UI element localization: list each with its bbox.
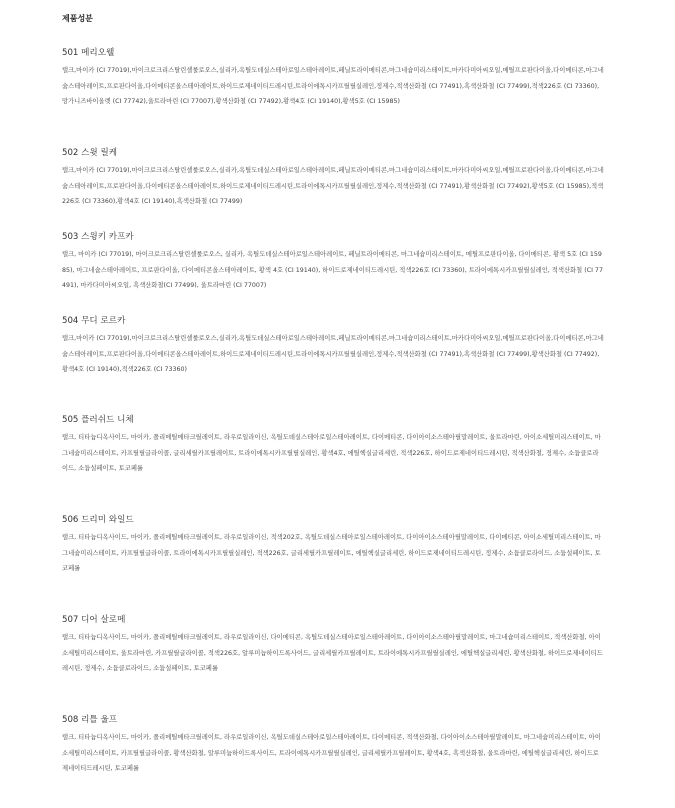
product-title: 504 무디 로르카 bbox=[62, 316, 126, 326]
product-item-505 bbox=[62, 415, 604, 477]
product-ingredients: 탤크, 티타늄디옥사이드, 마이카, 폴리메틸메타크릴레이트, 라우로일라이신, 적색202호, 옥틸도데실스테아로일스테아레이트, 다이아이소스테아릴말레이트, 다이메티콘, 아이소세틸미리스테이트, 마그네슘미리스테이트, 카프릴릴글라이콜, 트라이에톡시카프릴릴실레인, 적색226호, 글리세릴카프릴레이트, 에틸헥실글리세린, 하이드로제네이티드레시틴, 정제수, 소듐클로라이드, 소듐설페이트, 토코페롤 bbox=[62, 534, 601, 573]
product-item-507 bbox=[62, 615, 604, 677]
product-item-503 bbox=[62, 232, 604, 294]
product-item-504 bbox=[62, 316, 604, 378]
product-ingredients: 탤크, 티타늄디옥사이드, 마이카, 폴리메틸메타크릴레이트, 라우로일라이신, 옥틸도데실스테아로일스테아레이트, 다이메티콘, 적색산화철, 다이아이소스테아릴말레이트, 마그네슘미리스테이트, 아이소세틸미리스테이트, 카프릴릴글라이콜, 황색산화철, 알루미늄하이드록사이드, 트라이에톡시카프릴릴실레인, 글리세릴카프릴레이트, 황색4호, 흑색산화철, 울트라마린, 에틸헥실글리세린, 하이드로제네이티드레시틴, 토코페롤 bbox=[62, 734, 601, 773]
product-title: 507 디어 살로메 bbox=[62, 615, 126, 625]
product-title: 506 드리미 와일드 bbox=[62, 515, 134, 525]
product-title: 502 스윗 릴케 bbox=[62, 148, 118, 158]
product-title: 503 스윙키 카프카 bbox=[62, 232, 134, 242]
product-ingredients: 탤크, 티타늄디옥사이드, 마이카, 폴리메틸메타크릴레이트, 라우로일라이신, 옥틸도데실스테아로일스테아레이트, 다이메티콘, 다이아이소스테아릴말레이트, 울트라마린, 아이소세틸미리스테이트, 마그네슘미리스테이트, 카프릴릴글라이콜, 글리세릴카프릴레이트, 트라이에톡시카프릴릴실레인, 황색4호, 에틸헥실글리세린, 적색226호, 하이드로제네이티드레시틴, 적색산화철, 정제수, 소듐클로라이드, 소듐설페이트, 토코페롤 bbox=[62, 434, 601, 473]
product-item-508 bbox=[62, 715, 604, 777]
product-item-501 bbox=[62, 48, 604, 110]
product-ingredients: 탤크, 티타늄디옥사이드, 마이카, 폴리메틸메타크릴레이트, 라우로일라이신, 다이메티콘, 옥틸도데실스테아로일스테아레이트, 다이아이소스테아릴말레이트, 마그네슘미리스테이트, 적색산화철, 아이소세틸미리스테이트, 울트라마린, 카프릴릴글라이콜, 적색226호, 알루미늄하이드록사이드, 글리세릴카프릴레이트, 트라이에톡시카프릴릴실레인, 에틸헥실글리세린, 황색산화철, 하이드로제네이티드레시틴, 정제수, 소듐클로라이드, 소듐설페이트, 토코페롤 bbox=[62, 634, 603, 673]
product-item-502 bbox=[62, 148, 604, 210]
page-title: 제품성분 bbox=[62, 14, 93, 23]
product-ingredients: 탤크,마이카 (CI 77019),마이크로크리스탈린셀룰로오스,실리카,옥틸도데실스테아로일스테아레이트,페닐트라이메티콘,마그네슘미리스테이트,마카다미아씨오일,메틸프로판다이올,다이메티콘,마그네슘스테아레이트,프로판다이올,다이메티콘올스테아레이트,하이드로제네이티드레시틴,트라이에톡시카프릴릴실레인,정제수,적색산화철 (CI 77491),황색산화철 (CI 77492),황색5호 (CI 15985),적색226호 (CI 73360),황색4호 (CI 19140),흑색산화철 (CI 77499) bbox=[62, 167, 604, 206]
product-title: 505 플러쉬드 니체 bbox=[62, 415, 134, 425]
product-item-506 bbox=[62, 515, 604, 577]
product-ingredients: 탤크, 마이카 (CI 77019), 마이크로크리스탈린셀룰로오스, 실리카, 옥틸도데실스테아로일스테아레이트, 페닐트라이메티콘, 마그네슘미리스테이트, 메틸프로판다이올, 다이메티콘, 황색 5호 (CI 15985), 마그네슘스테아레이트, 프로판다이올, 다이메티콘올스테아레이트, 황색 4호 (CI 19140), 하이드로제네이티드레시틴, 적색226호 (CI 73360), 트라이에톡시카프릴릴실레인, 적색산화철 (CI 77491), 마카다미아씨오일, 흑색산화철(CI 77499), 울트라마린 (CI 77007) bbox=[62, 251, 603, 290]
product-title: 501 메리오웰 bbox=[62, 48, 115, 58]
product-title: 508 리틀 울프 bbox=[62, 715, 118, 725]
product-ingredients: 탤크,마이카 (CI 77019),마이크로크리스탈린셀룰로오스,실리카,옥틸도데실스테아로일스테아레이트,페닐트라이메티콘,마그네슘미리스테이트,마카다미아씨오일,메틸프로판다이올,다이메티콘,마그네슘스테아레이트,프로판다이올,다이메티콘올스테아레이트,하이드로제네이티드레시틴,트라이에톡시카프릴릴실레인,정제수,적색산화철 (CI 77491),흑색산화철 (CI 77499),적색226호 (CI 73360),망가니즈바이올렛 (CI 77742),울트라마린 (CI 77007),황색산화철 (CI 77492),황색4호 (CI 19140),황색5호 (CI 15985) bbox=[62, 67, 604, 106]
product-ingredients: 탤크,마이카 (CI 77019),마이크로크리스탈린셀룰로오스,실리카,옥틸도데실스테아로일스테아레이트,페닐트라이메티콘,마그네슘미리스테이트,마카다미아씨오일,메틸프로판다이올,다이메티콘,마그네슘스테아레이트,프로판다이올,다이메티콘올스테아레이트,하이드로제네이티드레시틴,트라이에톡시카프릴릴실레인,정제수,적색산화철 (CI 77491),흑색산화철 (CI 77499),황색산화철 (CI 77492),황색4호 (CI 19140),적색226호 (CI 73360) bbox=[62, 335, 604, 374]
